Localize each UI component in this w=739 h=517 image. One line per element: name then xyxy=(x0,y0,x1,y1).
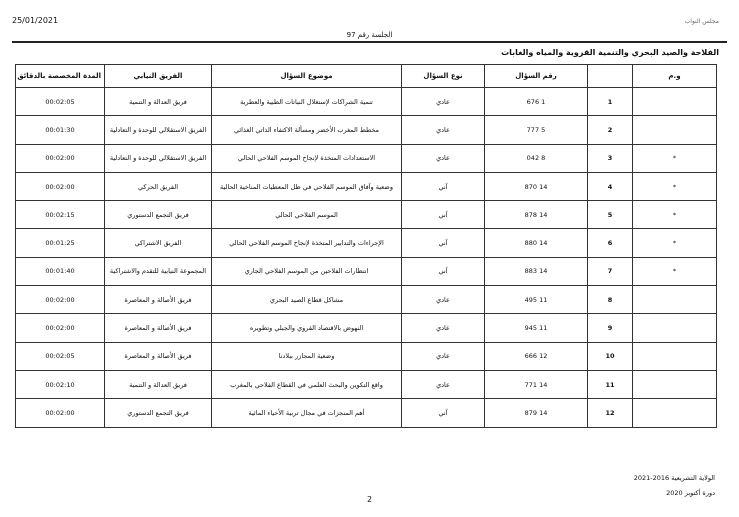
table-row xyxy=(16,286,717,314)
table-row xyxy=(16,229,717,257)
row-question-type: عادي xyxy=(402,370,485,398)
row-mark xyxy=(633,116,717,144)
row-number: 2 xyxy=(588,116,633,144)
row-question-number: 14 880 xyxy=(485,229,588,257)
row-mark xyxy=(633,88,717,116)
row-question-number: 5 777 xyxy=(485,116,588,144)
row-duration: 00:02:00 xyxy=(16,144,105,172)
row-question-number: 14 878 xyxy=(485,201,588,229)
session-number: الجلسة رقم 97 xyxy=(346,31,393,39)
row-parliamentary-group: الفريق الحركي xyxy=(105,172,212,200)
row-number: 10 xyxy=(588,342,633,370)
row-duration: 00:01:40 xyxy=(16,257,105,285)
row-number: 7 xyxy=(588,257,633,285)
row-question-type: عادي xyxy=(402,88,485,116)
row-mark: * xyxy=(633,172,717,200)
col-header-parliamentary-group: الفريق النيابي xyxy=(105,65,212,88)
row-number: 8 xyxy=(588,286,633,314)
row-subject: أهم المنجزات في مجال تربية الأحياء المائية xyxy=(212,399,402,427)
col-header-question-number: رقم السؤال xyxy=(485,65,588,88)
row-parliamentary-group: فريق العدالة و التنمية xyxy=(105,370,212,398)
row-question-type: آني xyxy=(402,399,485,427)
row-question-type: عادي xyxy=(402,342,485,370)
row-number: 5 xyxy=(588,201,633,229)
row-parliamentary-group: الفريق الاستقلالي للوحدة و التعادلية xyxy=(105,144,212,172)
row-duration: 00:02:00 xyxy=(16,286,105,314)
row-subject: وضعية وآفاق الموسم الفلاحي في ظل المعطيات المناخية الحالية xyxy=(212,172,402,200)
row-question-type: عادي xyxy=(402,286,485,314)
row-question-type: آني xyxy=(402,201,485,229)
row-subject: النهوض بالاقتصاد القروي والجبلي وتطويره xyxy=(212,314,402,342)
row-number: 12 xyxy=(588,399,633,427)
row-question-type: عادي xyxy=(402,314,485,342)
row-number: 4 xyxy=(588,172,633,200)
table-row xyxy=(16,201,717,229)
row-parliamentary-group: فريق الأصالة و المعاصرة xyxy=(105,342,212,370)
row-question-type: آني xyxy=(402,229,485,257)
row-subject: الاستعدادات المتخذة لإنجاح الموسم الفلاحي الحالي xyxy=(212,144,402,172)
footer-session-term: دورة أكتوبر 2020 xyxy=(666,489,715,497)
row-question-type: عادي xyxy=(402,144,485,172)
row-parliamentary-group: فريق العدالة و التنمية xyxy=(105,88,212,116)
row-parliamentary-group: فريق التجمع الدستوري xyxy=(105,399,212,427)
row-duration: 00:01:25 xyxy=(16,229,105,257)
row-subject: مشاكل قطاع الصيد البحري xyxy=(212,286,402,314)
table-row xyxy=(16,172,717,200)
row-subject: الإجراءات والتدابير المتخذة لإنجاح الموسم الفلاحي الحالي xyxy=(212,229,402,257)
row-subject: واقع التكوين والبحث العلمي في القطاع الفلاحي بالمغرب xyxy=(212,370,402,398)
table-row xyxy=(16,257,717,285)
row-duration: 00:01:30 xyxy=(16,116,105,144)
table-header-row xyxy=(16,65,717,88)
row-question-number: 1 676 xyxy=(485,88,588,116)
row-question-type: عادي xyxy=(402,116,485,144)
row-duration: 00:02:05 xyxy=(16,88,105,116)
row-subject: مخطط المغرب الأخضر ومسألة الاكتفاء الذاتي الغذائي xyxy=(212,116,402,144)
row-subject: وضعية المجازر ببلادنا xyxy=(212,342,402,370)
row-mark: * xyxy=(633,257,717,285)
row-duration: 00:02:10 xyxy=(16,370,105,398)
table-row xyxy=(16,399,717,427)
row-mark xyxy=(633,399,717,427)
row-subject: تنمية الشراكات لإستغلال النباتات الطبية والعطرية xyxy=(212,88,402,116)
row-question-number: 14 879 xyxy=(485,399,588,427)
footer-legislature: الولاية التشريعية 2016-2021 xyxy=(633,474,715,482)
row-mark: * xyxy=(633,229,717,257)
page-number: 2 xyxy=(366,495,373,504)
table-row xyxy=(16,88,717,116)
row-parliamentary-group: فريق التجمع الدستوري xyxy=(105,201,212,229)
row-number: 3 xyxy=(588,144,633,172)
row-duration: 00:02:00 xyxy=(16,172,105,200)
row-parliamentary-group: المجموعة النيابية للتقدم والاشتراكية xyxy=(105,257,212,285)
table-row xyxy=(16,116,717,144)
row-mark xyxy=(633,342,717,370)
row-question-number: 12 666 xyxy=(485,342,588,370)
row-parliamentary-group: الفريق الاستقلالي للوحدة و التعادلية xyxy=(105,116,212,144)
header-date: 25/01/2021 xyxy=(12,16,59,25)
row-question-number: 11 945 xyxy=(485,314,588,342)
table-row xyxy=(16,144,717,172)
row-number: 1 xyxy=(588,88,633,116)
row-subject: انتظارات الفلاحين من الموسم الفلاحي الجاري xyxy=(212,257,402,285)
col-header-duration: المدة المخصصة بالدقائق xyxy=(16,65,105,88)
row-parliamentary-group: فريق الأصالة و المعاصرة xyxy=(105,314,212,342)
row-mark: * xyxy=(633,201,717,229)
col-header-mark: و.م xyxy=(633,65,717,88)
row-subject: الموسم الفلاحي الحالي xyxy=(212,201,402,229)
row-number: 9 xyxy=(588,314,633,342)
row-duration: 00:02:05 xyxy=(16,342,105,370)
row-mark xyxy=(633,314,717,342)
row-duration: 00:02:15 xyxy=(16,201,105,229)
row-mark xyxy=(633,370,717,398)
section-title: الفلاحة والصيد البحري والتنمية القروية والمياه والغابات xyxy=(501,48,719,57)
col-header-question-type: نوع السؤال xyxy=(402,65,485,88)
table-row xyxy=(16,342,717,370)
row-question-type: آني xyxy=(402,257,485,285)
row-number: 11 xyxy=(588,370,633,398)
row-parliamentary-group: الفريق الاشتراكي xyxy=(105,229,212,257)
row-mark: * xyxy=(633,144,717,172)
col-header-number xyxy=(588,65,633,88)
row-mark xyxy=(633,286,717,314)
row-duration: 00:02:00 xyxy=(16,399,105,427)
row-question-number: 11 495 xyxy=(485,286,588,314)
row-duration: 00:02:00 xyxy=(16,314,105,342)
row-question-number: 8 042 xyxy=(485,144,588,172)
row-question-number: 14 870 xyxy=(485,172,588,200)
table-row xyxy=(16,314,717,342)
col-header-subject: موضوع السؤال xyxy=(212,65,402,88)
header-divider xyxy=(12,41,727,43)
header-organization: مجلس النواب xyxy=(684,18,719,25)
row-parliamentary-group: فريق الأصالة و المعاصرة xyxy=(105,286,212,314)
row-question-type: آني xyxy=(402,172,485,200)
row-question-number: 14 883 xyxy=(485,257,588,285)
row-question-number: 14 771 xyxy=(485,370,588,398)
questions-table xyxy=(15,64,717,428)
table-row xyxy=(16,370,717,398)
row-number: 6 xyxy=(588,229,633,257)
